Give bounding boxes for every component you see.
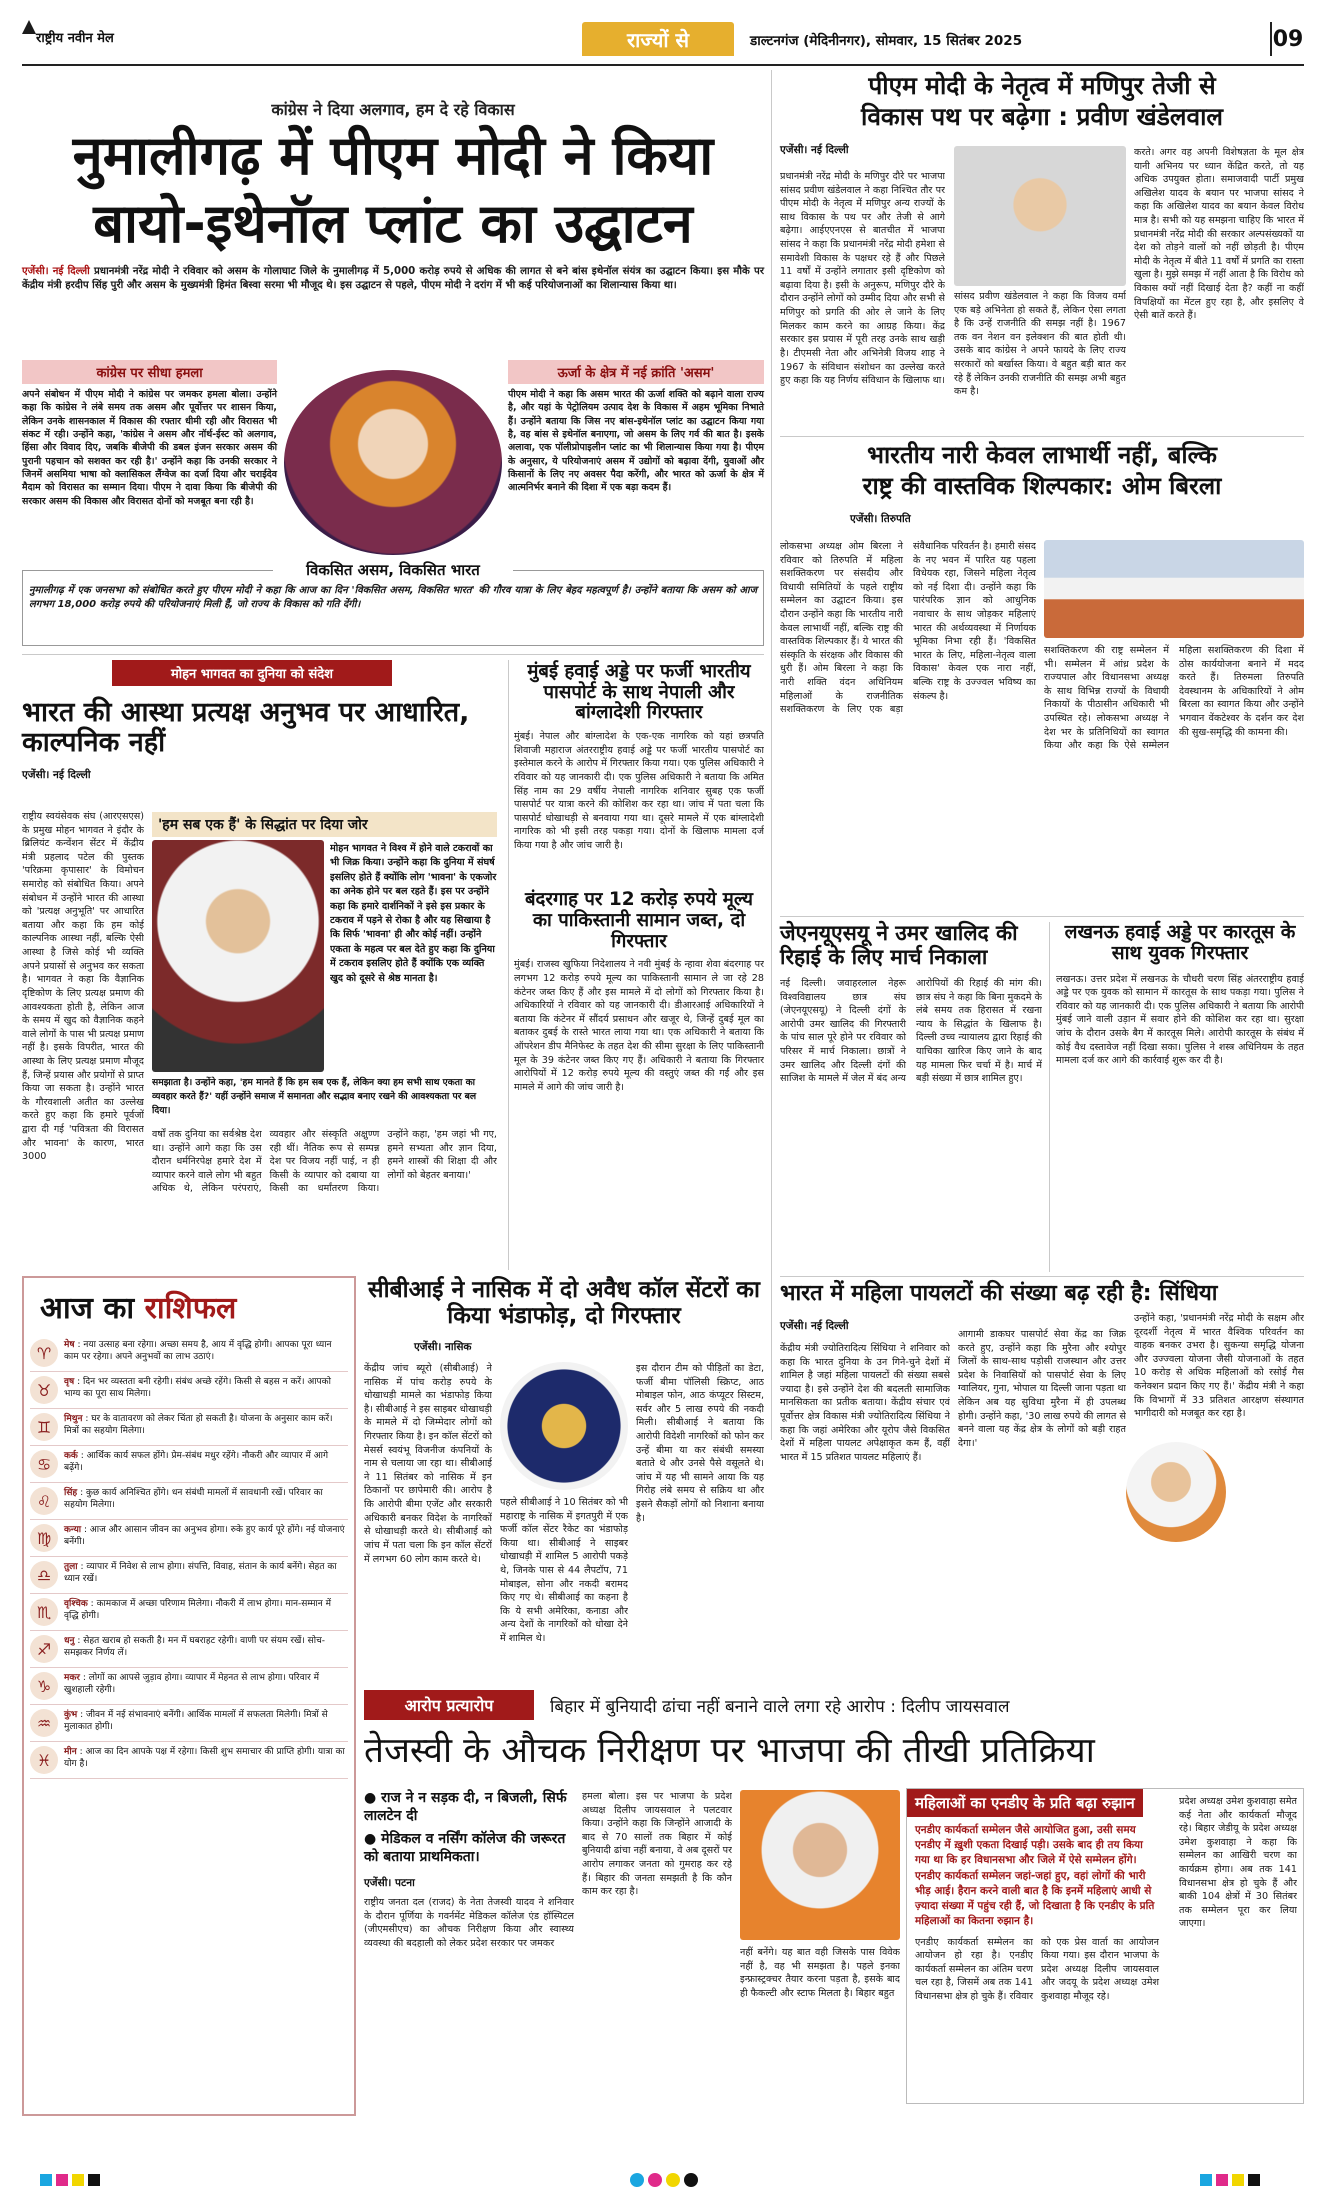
mumbai-text-2: मुंबई। राजस्व खुफिया निदेशालय ने नवी मुंबई के न्हावा शेवा बंदरगाह पर लगभग 12 करोड़ रुपये मूल्य का पाकिस्तानी सामान ले जा रहे 28 कंटेनर जब्त किए हैं और इस मामले में दो लोगों को गिरफ्तार किया है। अधिकारियों ने रविवार को यह जानकारी दी। डीआरआई अधिकारियों ने बताया कि कंटेनर में सौंदर्य प्रसाधन और खजूर थे, जिन्हें दुबई मूल का बताकर दुबई के रास्ते भारत लाया गया था। एक अधिकारी ने बताया कि ऑपरेशन डीप मैनिफेस्ट के तहत देश की सीमा सुरक्षा के लिए पाकिस्तानी मूल के 39 कंटेनर जब्त किए गए हैं। अधिकारी ने बताया कि गिरफ्तार आरोपियों में 12 करोड़ रुपये मूल्य की वस्तुएं जब्त की गईं और इस मामले में आगे की जांच जारी है। xyxy=(514,959,764,1093)
aarop-bullet-text: राज ने न सड़क दी, न बिजली, सिर्फ लालटेन दी xyxy=(364,1790,567,1824)
mumbai-headline-2: बंदरगाह पर 12 करोड़ रुपये मूल्य का पाकिस्तानी सामान जब्त, दो गिरफ्तार xyxy=(524,889,754,952)
manipur-story xyxy=(780,72,1304,432)
rashi-prediction: घर के वातावरण को लेकर चिंता हो सकती है। योजना के अनुसार काम करें। मित्रों का सहयोग मिलेगा। xyxy=(64,1414,333,1437)
bhagwat-caption: समझाता है। उन्होंने कहा, 'हम मानते हैं कि हम सब एक हैं, लेकिन क्या हम सभी साथ एकता का व्यवहार करते हैं?' यहीं उन्होंने समाज में समानता और सद्भाव बनाए रखने की आवश्यकता पर बल दिया। xyxy=(152,1077,477,1116)
aarop-story xyxy=(364,1690,1304,2120)
lead-intro-byline: एजेंसी। नई दिल्ली xyxy=(22,265,90,277)
rashi-text: मकर : लोगों का आपसे जुड़ाव होगा। व्यापार में मेहनत से लाभ होगा। परिवार में खुशहाली रहेगी। xyxy=(64,1673,320,1696)
virgo-icon: ♍ xyxy=(30,1524,58,1552)
paper-logo xyxy=(22,20,192,50)
birla-text-2: सशक्तिकरण की राष्ट्र सम्मेलन में भी। सम्मेलन में आंध्र प्रदेश के राज्यपाल और विधानसभा अध्यक्ष के साथ विभिन्न राज्यों के विधायी निकायों के पीठासीन अधिकारी भी उपस्थित रहे। लोकसभा अध्यक्ष ने देश भर के प्रतिनिधियों का स्वागत किया और कहा कि ऐसे सम्मेलन महिला सशक्तिकरण की दिशा में ठोस कार्ययोजना बनाने में मदद करते हैं। तिरुमला तिरुपति देवस्थानम के अधिकारियों ने ओम बिरला का स्वागत किया और उन्होंने भगवान वेंकटेश्वर के दर्शन कर देश की सुख-समृद्धि की कामना की। xyxy=(1044,645,1304,752)
cbi-emblem-photo xyxy=(500,1362,628,1490)
libra-icon: ♎ xyxy=(30,1561,58,1589)
rashi-sign: कर्क xyxy=(64,1451,78,1461)
rashi-sign: वृश्चिक xyxy=(64,1599,88,1609)
bhagwat-byline: एजेंसी। नई दिल्ली xyxy=(22,769,91,782)
rashifal-box xyxy=(22,1276,356,2116)
lead-right-column xyxy=(508,360,764,495)
bhagwat-text: राष्ट्रीय स्वयंसेवक संघ (आरएसएस) के प्रमुख मोहन भागवत ने इंदौर के ब्रिलियंट कन्वेंशन सेंटर में केंद्रीय मंत्री प्रहलाद पटेल की पुस्तक 'परिक्रमा कृपासार' के विमोचन समारोह को संबोधित किया। अपने संबोधन में उन्होंने भारत की आस्था को 'प्रत्यक्ष अनुभूति' पर आधारित बताया और कहा कि हम कोई काल्पनिक आस्था नहीं, बल्कि ऐसी आस्था है जिसे कोई भी व्यक्ति अपने प्रयासों से अनुभव कर सकता है। भागवत ने कहा कि वैज्ञानिक दृष्टिकोण के लिए प्रत्यक्ष प्रमाण की आवश्यकता होती है, लेकिन आज के समय में खुद को वैज्ञानिक कहने वाले लोगों के पास भी प्रत्यक्ष प्रमाण नहीं है। इसके विपरीत, भारत की आस्था के लिए प्रत्यक्ष प्रमाण मौजूद हैं, जिन्हें प्रयास और प्रयोगों से प्राप्त किया जा सकता है। उन्होंने भारत के गौरवशाली अतीत का उल्लेख करते हुए कहा कि हमारे पूर्वजों द्वारा दी गई 'पवित्रता की विरासत और भावना' के कारण, भारत 3000 xyxy=(22,811,144,1163)
section-label: राज्यों से xyxy=(626,27,690,52)
dateline: डाल्टनगंज (मेदिनीनगर), सोमवार, 15 सितंबर 2025 xyxy=(750,33,1023,49)
rashi-item xyxy=(30,1631,348,1668)
aarop-headline: तेजस्वी के औचक निरीक्षण पर भाजपा की तीखी प्रतिक्रिया xyxy=(364,1731,1095,1771)
pilots-headline: भारत में महिला पायलटों की संख्या बढ़ रही है: सिंधिया xyxy=(780,1281,1218,1306)
pilots-text-3: उन्होंने कहा, 'प्रधानमंत्री नरेंद्र मोदी के सक्षम और दूरदर्शी नेतृत्व में भारत वैश्विक परिवर्तन का वाहक बनकर उभरा है। सुकन्या समृद्धि योजना और उज्ज्वला योजना जैसी योजनाओं के तहत 10 करोड़ से अधिक महिलाओं को रसोई गैस कनेक्शन प्रदान किए गए हैं।' केंद्रीय मंत्री ने कहा कि विभागों में 33 प्रतिशत आरक्षण संस्थागत भागीदारी को मजबूत कर रहा है। xyxy=(1134,1313,1304,1420)
lead-kicker: कांग्रेस ने दिया अलगाव, हम दे रहे विकास xyxy=(271,100,515,119)
birla-event-photo xyxy=(1044,540,1304,638)
aquarius-icon: ♒ xyxy=(30,1709,58,1737)
nda-women-box xyxy=(906,1788,1304,2104)
aarop-byline: एजेंसी। पटना xyxy=(364,1877,415,1889)
aarop-bullet-text: मेडिकल व नर्सिंग कॉलेज की जरूरत को बताया प्राथमिकता। xyxy=(364,1831,566,1865)
rashi-prediction: आर्थिक कार्य सफल होंगे। प्रेम-संबंध मधुर रहेंगे। नौकरी और व्यापार में आगे बढ़ेंगे। xyxy=(64,1451,329,1474)
nda-box-side: प्रदेश अध्यक्ष उमेश कुशवाहा समेत कई नेता और कार्यकर्ता मौजूद रहे। बिहार जेडीयू के प्रदेश अध्यक्ष उमेश कुशवाहा ने कहा कि सम्मेलन का आखिरी चरण का कार्यक्रम होगा। अब तक 141 विधानसभा क्षेत्र हो चुके हैं और बाकी 104 क्षेत्रों में 30 सितंबर तक सम्मेलन पूरा कर लिया जाएगा। xyxy=(1179,1796,1297,1930)
lead-left-subhead: कांग्रेस पर सीधा हमला xyxy=(22,360,277,384)
rashi-item xyxy=(30,1742,348,1779)
aarop-tagline: बिहार में बुनियादी ढांचा नहीं बनाने वाले लगा रहे आरोप : दिलीप जायसवाल xyxy=(550,1697,1010,1717)
rashi-sign: मीन xyxy=(64,1747,77,1757)
aarop-tag: आरोप प्रत्यारोप xyxy=(364,1690,534,1720)
lead-right-subhead: ऊर्जा के क्षेत्र में नई क्रांति 'असम' xyxy=(508,360,764,384)
aarop-bullets xyxy=(364,1790,574,2006)
lucknow-headline: लखनऊ हवाई अड्डे पर कारतूस के साथ युवक गिरफ्तार xyxy=(1064,921,1296,965)
manipur-headline-2: विकास पथ पर बढ़ेगा : प्रवीण खंडेलवाल xyxy=(860,102,1224,132)
rashi-text: कन्या : आज और आसान जीवन का अनुभव होगा। रुके हुए कार्य पूरे होंगे। नई योजनाएं बनेंगी। xyxy=(64,1525,345,1548)
rashi-item xyxy=(30,1335,348,1372)
aarop-bullet: ● राज ने न सड़क दी, न बिजली, सिर्फ लालटेन दी xyxy=(364,1790,567,1824)
bhagwat-bottom-text: वर्षों तक दुनिया का सर्वश्रेष्ठ देश था। उन्होंने आगे कहा कि उस दौरान धर्मनिरपेक्ष हमारे देश में व्यापार करने वाले लोग भी बहुत अधिक थे, लेकिन परंपराएं, व्यवहार और संस्कृति अक्षुण्ण रही थीं। नैतिक रूप से सम्पन्न देश पर विजय नहीं पाई, न ही किसी के व्यापार को दबाया या किसी का धर्मांतरण किया। उन्होंने कहा, 'हम जहां भी गए, हमने सभ्यता और ज्ञान दिया, हमने शास्त्रों की शिक्षा दी और लोगों को बेहतर बनाया।' xyxy=(152,1129,497,1195)
rashi-sign: मिथुन xyxy=(64,1414,83,1424)
leo-icon: ♌ xyxy=(30,1487,58,1515)
rashi-item xyxy=(30,1594,348,1631)
manipur-headline-1: पीएम मोदी के नेतृत्व में मणिपुर तेजी से xyxy=(868,71,1216,100)
taurus-icon: ♉ xyxy=(30,1376,58,1404)
rashi-sign: कुंभ xyxy=(64,1710,78,1720)
lead-box-text: नुमालीगढ़ में एक जनसभा को संबोधित करते हुए पीएम मोदी ने कहा कि आज का दिन 'विकसित असम, विकसित भारत' की गौरव यात्रा के लिए बेहद महत्वपूर्ण है। उन्होंने बताया कि असम को आज लगभग 18,000 करोड़ रुपये की परियोजनाएं मिली हैं, जो राज्य के विकास को गति देंगी। xyxy=(29,585,757,611)
mumbai-headline: मुंबई हवाई अड्डे पर फर्जी भारतीय पासपोर्ट के साथ नेपाली और बांग्लादेशी गिरफ्तार xyxy=(527,661,751,724)
bhagwat-subhead: 'हम सब एक हैं' के सिद्धांत पर दिया जोर xyxy=(152,812,497,837)
khandelwal-photo xyxy=(954,146,1126,286)
rashifal-title-2: राशिफल xyxy=(144,1291,237,1326)
manipur-text-1: प्रधानमंत्री नरेंद्र मोदी के मणिपुर दौरे पर भाजपा सांसद प्रवीण खंडेलवाल ने कहा निश्चित तौर पर पीएम मोदी के नेतृत्व में मणिपुर अन्य राज्यों के साथ विकास के पथ पर और तेजी से आगे बढ़ेगा। आईएएनएस से बातचीत में भाजपा सांसद ने कहा कि प्रधानमंत्री नरेंद्र मोदी हमेशा से समावेशी विकास के पक्षधर रहे हैं और पिछले 11 वर्षों में उन्होंने लगातार इसी दृष्टिकोण को बढ़ावा दिया है। इसी के अनुरूप, मणिपुर दौरे के दौरान उन्होंने लोगों को उम्मीद दिया और सभी से मणिपुर को प्रगति की ओर ले जाने के लिए मिलकर काम करने का आग्रह किया। केंद्र सरकार इस प्रयास में पूरी तरह उनके साथ खड़ी है। टीएमसी नेता और अभिनेत्री विजय शाह ने 1967 के संविधान संशोधन का उल्लेख करते हुए कहा कि यह निर्णय संविधान के खिलाफ था। xyxy=(780,171,945,387)
bhagwat-side-text: मोहन भागवत ने विश्व में होने वाले टकरावों का भी जिक्र किया। उन्होंने कहा कि दुनिया में संघर्ष इसलिए होते हैं क्योंकि लोग 'भावना' के एकजोर का अनेक होने पर बल रहते हैं। इस पर उन्होंने कहा कि हमारे दार्शनिकों ने इसे इस प्रकार के टकराव में पड़ने से रोका है और यह सिखाया है कि सिर्फ 'भावना' ही और कोई नहीं। उन्होंने एकता के महत्व पर बल देते हुए कहा कि दुनिया में टकराव इसलिए होते हैं क्योंकि एक व्यक्ति खुद को दूसरे से श्रेष्ठ मानता है। xyxy=(330,843,497,984)
rashi-prediction: दिन भर व्यस्तता बनी रहेगी। संबंध अच्छे रहेंगे। किसी से बहस न करें। आपको भाग्य का पूरा साथ मिलेगा। xyxy=(64,1377,331,1400)
pilots-text-2: आगामी डाकघर पासपोर्ट सेवा केंद्र का जिक्र करते हुए, उन्होंने कहा कि मुरैना और श्योपुर जिलों के साथ-साथ पड़ोसी राजस्थान और उत्तर प्रदेश के निवासियों को पासपोर्ट सेवा के लिए ग्वालियर, गुना, भोपाल या दिल्ली जाना पड़ता था लेकिन अब यह सुविधा मुरैना में ही उपलब्ध होगी। उन्होंने कहा, '30 लाख रुपये की लागत से बनने वाला यह केंद्र क्षेत्र के लोगों को बड़ी राहत देगा।' xyxy=(958,1329,1126,1449)
nda-box-lead: एनडीए कार्यकर्ता सम्मेलन जैसे आयोजित हुआ, उसी समय एनडीए में ख़ुशी एकता दिखाई पड़ी। उसके बाद ही तय किया गया था कि हर विधानसभा और जिले में ऐसे सम्मेलन होंगे। एनडीए कार्यकर्ता सम्मेलन जहां-जहां हुए, वहां लोगों की भारी भीड़ आई। हैरान करने वाली बात है कि इनमें महिलाएं आधी से ज़्यादा संख्या में पहुंच रही हैं, जो दिखाता है कि एनडीए के प्रति महिलाओं का कितना रुझान है। xyxy=(915,1824,1155,1928)
rashi-prediction: व्यापार में निवेश से लाभ होगा। संपत्ति, विवाह, संतान के कार्य बनेंगे। सेहत का ध्यान रखें। xyxy=(64,1562,337,1585)
bhagwat-story xyxy=(22,660,502,1270)
rashi-text: मेष : नया उत्साह बना रहेगा। अच्छा समय है, आय में वृद्धि होगी। आपका पूरा ध्यान काम पर रहेगा। अपने अनुभवों का लाभ उठाएं। xyxy=(64,1340,332,1363)
registration-mark xyxy=(666,2173,680,2187)
birla-headline-2: राष्ट्र की वास्तविक शिल्पकार: ओम बिरला xyxy=(862,471,1222,500)
rashi-sign: कन्या xyxy=(64,1525,82,1535)
pilots-byline: एजेंसी। नई दिल्ली xyxy=(780,1319,849,1332)
rashi-prediction: नया उत्साह बना रहेगा। अच्छा समय है, आय में वृद्धि होगी। आपका पूरा ध्यान काम पर रहेगा। अपने अनुभवों का लाभ उठाएं। xyxy=(64,1340,332,1363)
aarop-text-1: राष्ट्रीय जनता दल (राजद) के नेता तेजस्वी यादव ने शनिवार के दौरान पूर्णिया के गवर्नमेंट मेडिकल कॉलेज एंड हॉस्पिटल (जीएमसीएच) का औचक निरीक्षण किया और स्वास्थ्य व्यवस्था की बदहाली को लेकर प्रदेश सरकार पर जमकर xyxy=(364,1897,574,1949)
birla-headline-1: भारतीय नारी केवल लाभार्थी नहीं, बल्कि xyxy=(867,441,1217,469)
scindia-photo xyxy=(1126,1442,1226,1542)
manipur-text-3: करते। अगर वह अपनी विशेषज्ञता के मूल क्षेत्र यानी अभिनय पर ध्यान केंद्रित करते, तो यह अधिक उपयुक्त होता। समाजवादी पार्टी प्रमुख अखिलेश यादव के बयान पर भाजपा सांसद ने कहा कि अखिलेश यादव का बयान केवल विरोध मात्र है। सभी को यह समझना चाहिए कि भारत में प्रधानमंत्री नरेंद्र मोदी की सरकार अल्पसंख्यकों या देश को तोड़ने वालों को नहीं छोड़ती है। पीएम मोदी के नेतृत्व में बीते 11 वर्षों में प्रगति का रास्ता खुला है। मुझे समझ में नहीं आता है कि विरोध को विकास क्यों नहीं दिखाई देता है? कहीं ना कहीं विपक्षियों का मेंटल हुए रहा है, और इसलिए वे ऐसी बातें करते हैं। xyxy=(1134,147,1304,322)
cbi-story xyxy=(364,1278,764,1678)
rashi-prediction: लोगों का आपसे जुड़ाव होगा। व्यापार में मेहनत से लाभ होगा। परिवार में खुशहाली रहेगी। xyxy=(64,1673,320,1696)
mumbai-story xyxy=(514,662,764,1272)
lead-story xyxy=(22,70,764,650)
aries-icon: ♈ xyxy=(30,1339,58,1367)
scorpio-icon: ♏ xyxy=(30,1598,58,1626)
rashi-prediction: सेहत खराब हो सकती है। मन में घबराहट रहेगी। वाणी पर संयम रखें। सोच-समझकर निर्णय लें। xyxy=(64,1636,326,1659)
bhagwat-photo xyxy=(152,840,324,1072)
rashi-text: वृश्चिक : कामकाज में अच्छा परिणाम मिलेगा। नौकरी में लाभ होगा। मान-सम्मान में वृद्धि होगी। xyxy=(64,1599,332,1622)
cbi-text-1: केंद्रीय जांच ब्यूरो (सीबीआई) ने नासिक में पांच करोड़ रुपये के धोखाधड़ी मामले का भंडाफोड़ किया है। सीबीआई ने इस साइबर धोखाधड़ी के मामले में दो जिम्मेदार लोगों को गिरफ्तार किया है। इन कॉल सेंटरों को मेसर्स स्वयंभू विजनीज कंपनियों के नाम से चलाया जा रहा था। सीबीआई ने 11 सितंबर को नासिक में इन ठिकानों पर छापेमारी की। आरोप है कि आरोपी बीमा एजेंट और सरकारी अधिकारी बनकर विदेश के नागरिकों से धोखाधड़ी करते थे। सीबीआई को जांच में पता चला कि इन कॉल सेंटरों में लगभग 60 लोग काम करते थे। xyxy=(364,1363,492,1565)
rashi-prediction: आज का दिन आपके पक्ष में रहेगा। किसी शुभ समाचार की प्राप्ति होगी। यात्रा का योग है। xyxy=(64,1747,345,1770)
rashi-prediction: जीवन में नई संभावनाएं बनेंगी। आर्थिक मामलों में सफलता मिलेगी। मित्रों से मुलाकात होगी। xyxy=(64,1710,328,1733)
lead-summary-box xyxy=(22,561,764,646)
page-number-box xyxy=(1270,22,1304,56)
capricorn-icon: ♑ xyxy=(30,1672,58,1700)
rashifal-title-1: आज का xyxy=(40,1291,145,1326)
rashi-sign: वृष xyxy=(64,1377,75,1387)
registration-mark xyxy=(630,2173,644,2187)
sagittarius-icon: ♐ xyxy=(30,1635,58,1663)
rashi-item xyxy=(30,1409,348,1446)
rashi-prediction: कुछ कार्य अनिश्चित होंगे। धन संबंधी मामलों में सावधानी रखें। परिवार का सहयोग मिलेगा। xyxy=(64,1488,323,1511)
cbi-text-3: पहले सीबीआई ने 10 सितंबर को भी महाराष्ट्र के नासिक में इगतपुरी में एक फर्जी कॉल सेंटर रैकेट का भंडाफोड़ किया था। सीबीआई ने साइबर धोखाधड़ी में शामिल 5 आरोपी पकड़े थे, जिनके पास से 44 लैपटॉप, 71 मोबाइल, सोना और नकदी बरामद किए गए थे। सीबीआई का कहना है कि ये सभी अमेरिका, कनाडा और अन्य देशों के नागरिकों को धोखा देने में शामिल थे। xyxy=(500,1497,628,1645)
lead-headline-2: बायो-इथेनॉल प्लांट का उद्घाटन xyxy=(93,192,693,256)
lead-headline-1: नुमालीगढ़ में पीएम मोदी ने किया xyxy=(72,124,714,187)
cbi-text-2: इस दौरान टीम को पीड़ितों का डेटा, फर्जी बीमा पॉलिसी स्क्रिप्ट, आठ मोबाइल फोन, आठ कंप्यूटर सिस्टम, सर्वर और 5 लाख रुपये की नकदी मिली। सीबीआई ने बताया कि आरोपी विदेशी नागरिकों को फोन कर उन्हें बीमा या कर संबंधी समस्या बताते थे और उनसे पैसे वसूलते थे। जांच में यह भी सामने आया कि यह गिरोह लंबे समय से सक्रिय था और इसने सैकड़ों लोगों को निशाना बनाया है। xyxy=(636,1363,764,1524)
rashi-text: मीन : आज का दिन आपके पक्ष में रहेगा। किसी शुभ समाचार की प्राप्ति होगी। यात्रा का योग है। xyxy=(64,1747,345,1770)
print-color-bar xyxy=(0,2170,1325,2190)
rashi-text: कर्क : आर्थिक कार्य सफल होंगे। प्रेम-संबंध मधुर रहेंगे। नौकरी और व्यापार में आगे बढ़ेंगे। xyxy=(64,1451,329,1474)
manipur-text-2: सांसद प्रवीण खंडेलवाल ने कहा कि विजय वर्मा एक बड़े अभिनेता हो सकते हैं, लेकिन ऐसा लगता है कि उन्हें राजनीति की समझ नहीं है। 1967 तक वन नेशन वन इलेक्शन की बात होती थी। उसके बाद कांग्रेस ने अपने फायदे के लिए राज्य सरकारों को बर्खास्त किया। वे बहुत बड़ी बात कर रहे हैं लेकिन उनकी राजनीति की समझ अभी बहुत कम है। xyxy=(954,291,1126,398)
lead-left-column xyxy=(22,360,277,508)
aarop-bullet: ● मेडिकल व नर्सिंग कॉलेज की जरूरत को बताया प्राथमिकता। xyxy=(364,1831,566,1865)
cbi-headline: सीबीआई ने नासिक में दो अवैध कॉल सेंटरों का किया भंडाफोड़, दो गिरफ्तार xyxy=(368,1277,760,1329)
masthead xyxy=(22,8,1304,68)
birla-story xyxy=(780,442,1304,912)
rashi-item xyxy=(30,1446,348,1483)
nda-box-title: महिलाओं का एनडीए के प्रति बढ़ा रुझान xyxy=(907,1789,1143,1817)
lead-intro-text: प्रधानमंत्री नरेंद्र मोदी ने रविवार को असम के गोलाघाट जिले के नुमालीगढ़ में 5,000 करोड़ रुपये से अधिक की लागत से बने बांस इथेनॉल संयंत्र का उद्घाटन किया। इस मौके पर केंद्रीय मंत्री हरदीप सिंह पुरी और असम के मुख्यमंत्री हिमंत बिस्वा सरमा भी मौजूद थे। इस उद्घाटन से पहले, पीएम मोदी ने दरांग में भी कई परियोजनाओं का शिलान्यास किया था। xyxy=(22,265,764,292)
manipur-byline: एजेंसी। नई दिल्ली xyxy=(780,143,849,156)
rashi-item xyxy=(30,1372,348,1409)
rashifal-title xyxy=(40,1286,348,1327)
pilots-text-1: केंद्रीय मंत्री ज्योतिरादित्य सिंधिया ने शनिवार को कहा कि भारत दुनिया के उन गिने-चुने देशों में शामिल है जहां महिला पायलटों की संख्या सबसे ज्यादा है। इसे उन्होंने देश की बदलती सामाजिक मानसिकता का प्रतीक बताया। केंद्रीय संचार एवं पूर्वोत्तर क्षेत्र विकास मंत्री ज्योतिरादित्य सिंधिया ने कहा कि जहां अमेरिका और यूरोप जैसे विकसित देशों में महिला पायलट अपेक्षाकृत कम हैं, वहीं भारत में 15 प्रतिशत पायलट महिलाएं हैं। xyxy=(780,1343,950,1463)
paper-name: राष्ट्रीय नवीन मेल xyxy=(36,31,114,46)
rashi-prediction: आज और आसान जीवन का अनुभव होगा। रुके हुए कार्य पूरे होंगे। नई योजनाएं बनेंगी। xyxy=(64,1525,345,1548)
nda-box-text: एनडीए कार्यकर्ता सम्मेलन का आयोजन हो रहा है। एनडीए कार्यकर्ता सम्मेलन का अंतिम चरण चल रहा है, जिसमें अब तक 141 विधानसभा क्षेत्र हो चुके हैं। रविवार को एक प्रेस वार्ता का आयोजन किया गया। इस दौरान भाजपा के प्रदेश अध्यक्ष दिलीप जायसवाल और जदयू के प्रदेश अध्यक्ष उमेश कुशवाहा मौजूद रहे। xyxy=(915,1936,1159,2002)
pm-modi-photo xyxy=(284,370,502,555)
rashi-sign: मेष xyxy=(64,1340,75,1350)
registration-mark xyxy=(648,2173,662,2187)
rashi-item xyxy=(30,1557,348,1594)
lucknow-text: लखनऊ। उत्तर प्रदेश में लखनऊ के चौधरी चरण सिंह अंतरराष्ट्रीय हवाई अड्डे पर एक युवक को सामान में कारतूस के साथ पकड़ा गया। पुलिस ने रविवार को यह जानकारी दी। एक पुलिस अधिकारी ने बताया कि आरोपी मुंबई जाने वाली उड़ान में सवार होने की कोशिश कर रहा था। सुरक्षा जांच के दौरान उसके बैग में कारतूस मिले। आरोपी कारतूस के संबंध में कोई वैध दस्तावेज नहीं दिखा सका। पुलिस ने शस्त्र अधिनियम के तहत मामला दर्ज कर आगे की कार्रवाई शुरू कर दी है। xyxy=(1056,973,1304,1067)
aarop-text-2: हमला बोला। इस पर भाजपा के प्रदेश अध्यक्ष दिलीप जायसवाल ने पलटवार किया। उन्होंने कहा कि जिन्होंने आजादी के बाद से 70 सालों तक बिहार में कोई बुनियादी ढांचा नहीं बनाया, वे अब दूसरों पर आरोप लगाकर जनता को गुमराह कर रहे हैं। बिहार की जनता समझती है कि कौन काम कर रहा है। xyxy=(582,1791,732,1898)
rashi-sign: मकर xyxy=(64,1673,80,1683)
rashi-sign: धनु xyxy=(64,1636,75,1646)
rashi-item xyxy=(30,1705,348,1742)
pilots-story xyxy=(780,1282,1304,1662)
aarop-text-3: नहीं बनेंगे। यह बात वही जिसके पास विवेक नहीं है, वह भी समझता है। पहले इनका इन्फ्रास्ट्रक्चर तैयार करना पड़ता है, इसके बाद ही फैकल्टी और स्टाफ मिलता है। बिहार बहुत xyxy=(740,1947,900,1999)
rashi-text: वृष : दिन भर व्यस्तता बनी रहेगी। संबंध अच्छे रहेंगे। किसी से बहस न करें। आपको भाग्य का पूरा साथ मिलेगा। xyxy=(64,1377,331,1400)
rashi-text: तुला : व्यापार में निवेश से लाभ होगा। संपत्ति, विवाह, संतान के कार्य बनेंगे। सेहत का ध्यान रखें। xyxy=(64,1562,337,1585)
jnu-text: नई दिल्ली। जवाहरलाल नेहरू विश्वविद्यालय छात्र संघ (जेएनयूएसयू) ने दिल्ली दंगों के आरोपी उमर खालिद की गिरफ्तारी के पांच साल पूरे होने पर रविवार को परिसर में मार्च निकाला। छात्रों ने उमर खालिद और दिल्ली दंगों की साजिश के मामले में जेल में बंद अन्य आरोपियों की रिहाई की मांग की। छात्र संघ ने कहा कि बिना मुकदमे के लंबे समय तक हिरासत में रखना न्याय के सिद्धांत के खिलाफ है। दिल्ली उच्च न्यायालय द्वारा रिहाई की याचिका खारिज किए जाने के बाद यह मामला फिर चर्चा में है। मार्च में बड़ी संख्या में छात्र शामिल हुए। xyxy=(780,978,1042,1085)
pisces-icon: ♓ xyxy=(30,1746,58,1774)
lead-right-text: पीएम मोदी ने कहा कि असम भारत की ऊर्जा शक्ति को बढ़ाने वाला राज्य है, और यहां के पेट्रोलियम उत्पाद देश के विकास में अहम भूमिका निभाते हैं। उन्होंने बताया कि जिस नए बांस-इथेनॉल प्लांट का उद्घाटन किया गया है, वह बांस से इथेनॉल बनाएगा, जो असम के लिए गर्व की बात है। इसके अलावा, एक पॉलीप्रोपाइलीन प्लांट का भी शिलान्यास किया गया है। पीएम के अनुसार, ये परियोजनाएं असम में उद्योगों को बढ़ावा देंगी, युवाओं और किसानों के लिए नए अवसर पैदा करेंगी, और भारत को ऊर्जा के क्षेत्र में आत्मनिर्भर बनाने की दिशा में एक बड़ा कदम हैं। xyxy=(508,389,764,494)
registration-mark xyxy=(684,2173,698,2187)
rashi-prediction: कामकाज में अच्छा परिणाम मिलेगा। नौकरी में लाभ होगा। मान-सम्मान में वृद्धि होगी। xyxy=(64,1599,332,1622)
lucknow-story xyxy=(1056,922,1304,1272)
rashi-item xyxy=(30,1520,348,1557)
bhagwat-kicker: मोहन भागवत का दुनिया को संदेश xyxy=(112,660,392,686)
birla-byline: एजेंसी। तिरुपति xyxy=(850,512,911,525)
birla-text-1: लोकसभा अध्यक्ष ओम बिरला ने रविवार को तिरुपति में महिला सशक्तिकरण पर संसदीय और विधायी समितियों के पहले राष्ट्रीय सम्मेलन का उद्घाटन किया। इस दौरान उन्होंने कहा कि भारतीय नारी केवल लाभार्थी नहीं, बल्कि राष्ट्र की वास्तविक शिल्पकार हैं। ये भारत की संस्कृति के संरक्षक और विकास की धुरी हैं। ओम बिरला ने कहा कि नारी शक्ति वंदन अधिनियम महिलाओं के राजनीतिक सशक्तिकरण के लिए एक बड़ा संवैधानिक परिवर्तन है। हमारी संसद के नए भवन में पारित यह पहला विधेयक रहा, जिसने महिला नेतृत्व को नई दिशा दी। उन्होंने कहा कि पारंपरिक ज्ञान को आधुनिक नवाचार के साथ जोड़कर महिलाएं भारत की अर्थव्यवस्था में निर्णायक भूमिका निभा रही हैं। 'विकसित भारत के लिए, महिला-नेतृत्व वाला विकास' केवल एक नारा नहीं, बल्कि राष्ट्र के उज्ज्वल भविष्य का संकल्प है। xyxy=(780,541,1036,716)
lead-intro xyxy=(22,265,764,294)
lead-box-title: विकसित असम, विकसित भारत xyxy=(273,560,513,580)
gemini-icon: ♊ xyxy=(30,1413,58,1441)
rashi-text: मिथुन : घर के वातावरण को लेकर चिंता हो सकती है। योजना के अनुसार काम करें। मित्रों का सहयोग मिलेगा। xyxy=(64,1414,333,1437)
cancer-icon: ♋ xyxy=(30,1450,58,1478)
jnu-headline: जेएनयूएसयू ने उमर खालिद की रिहाई के लिए मार्च निकाला xyxy=(780,921,1018,969)
jaiswal-photo xyxy=(740,1790,900,1940)
rashi-text: कुंभ : जीवन में नई संभावनाएं बनेंगी। आर्थिक मामलों में सफलता मिलेगी। मित्रों से मुलाकात होगी। xyxy=(64,1710,328,1733)
rashifal-list xyxy=(30,1335,348,1779)
rashi-text: सिंह : कुछ कार्य अनिश्चित होंगे। धन संबंधी मामलों में सावधानी रखें। परिवार का सहयोग मिलेगा। xyxy=(64,1488,323,1511)
rashi-text: धनु : सेहत खराब हो सकती है। मन में घबराहट रहेगी। वाणी पर संयम रखें। सोच-समझकर निर्णय लें। xyxy=(64,1636,326,1659)
lead-left-text: अपने संबोधन में पीएम मोदी ने कांग्रेस पर जमकर हमला बोला। उन्होंने कहा कि कांग्रेस ने लंबे समय तक असम और पूर्वोत्तर पर शासन किया, लेकिन उनके शासनकाल में विकास की रफ्तार धीमी रही और विरासत भी संकट में रही। उन्होंने कहा, 'कांग्रेस ने असम और नॉर्थ-ईस्ट को अलगाव, हिंसा और विवाद दिए, जबकि बीजेपी की डबल इंजन सरकार असम की पुरानी पहचान को सशक्त कर रही है।' उन्होंने कहा कि उनकी सरकार ने जिनमें असमिया भाषा को क्लासिकल लैंग्वेज का दर्जा दिया और चराईदेव मैदाम को विरासत का सम्मान दिया। पीएम ने दावा किया कि बीजेपी की सरकार असम की विकास और विरासत दोनों को मजबूत बना रही है। xyxy=(22,389,277,507)
cbi-byline: एजेंसी। नासिक xyxy=(414,1340,472,1353)
section-tab xyxy=(582,22,734,56)
bhagwat-headline: भारत की आस्था प्रत्यक्ष अनुभव पर आधारित, काल्पनिक नहीं xyxy=(22,697,470,759)
rashi-sign: तुला xyxy=(64,1562,78,1572)
jnu-story xyxy=(780,922,1042,1272)
mumbai-text: मुंबई। नेपाल और बांग्लादेश के एक-एक नागरिक को यहां छत्रपति शिवाजी महाराज अंतरराष्ट्रीय हवाई अड्डे पर फर्जी भारतीय पासपोर्ट का इस्तेमाल करने के आरोप में गिरफ्तार किया गया। एक पुलिस अधिकारी ने रविवार को यह जानकारी दी। एक पुलिस अधिकारी ने बताया कि अमित सिंह नाम का 29 वर्षीय नेपाली नागरिक शनिवार सुबह एक फर्जी पासपोर्ट पर यात्रा करने की कोशिश कर रहा था। जांच में पता चला कि पासपोर्ट धोखाधड़ी से बनवाया गया था। दूसरे मामले में एक बांग्लादेशी नागरिक को भी इसी तरह पकड़ा गया। दोनों के खिलाफ मामला दर्ज किया गया है और जांच जारी है। xyxy=(514,731,764,852)
rashi-item xyxy=(30,1668,348,1705)
rashi-item xyxy=(30,1483,348,1520)
page-number: 09 xyxy=(1272,26,1304,52)
rashi-sign: सिंह xyxy=(64,1488,78,1498)
